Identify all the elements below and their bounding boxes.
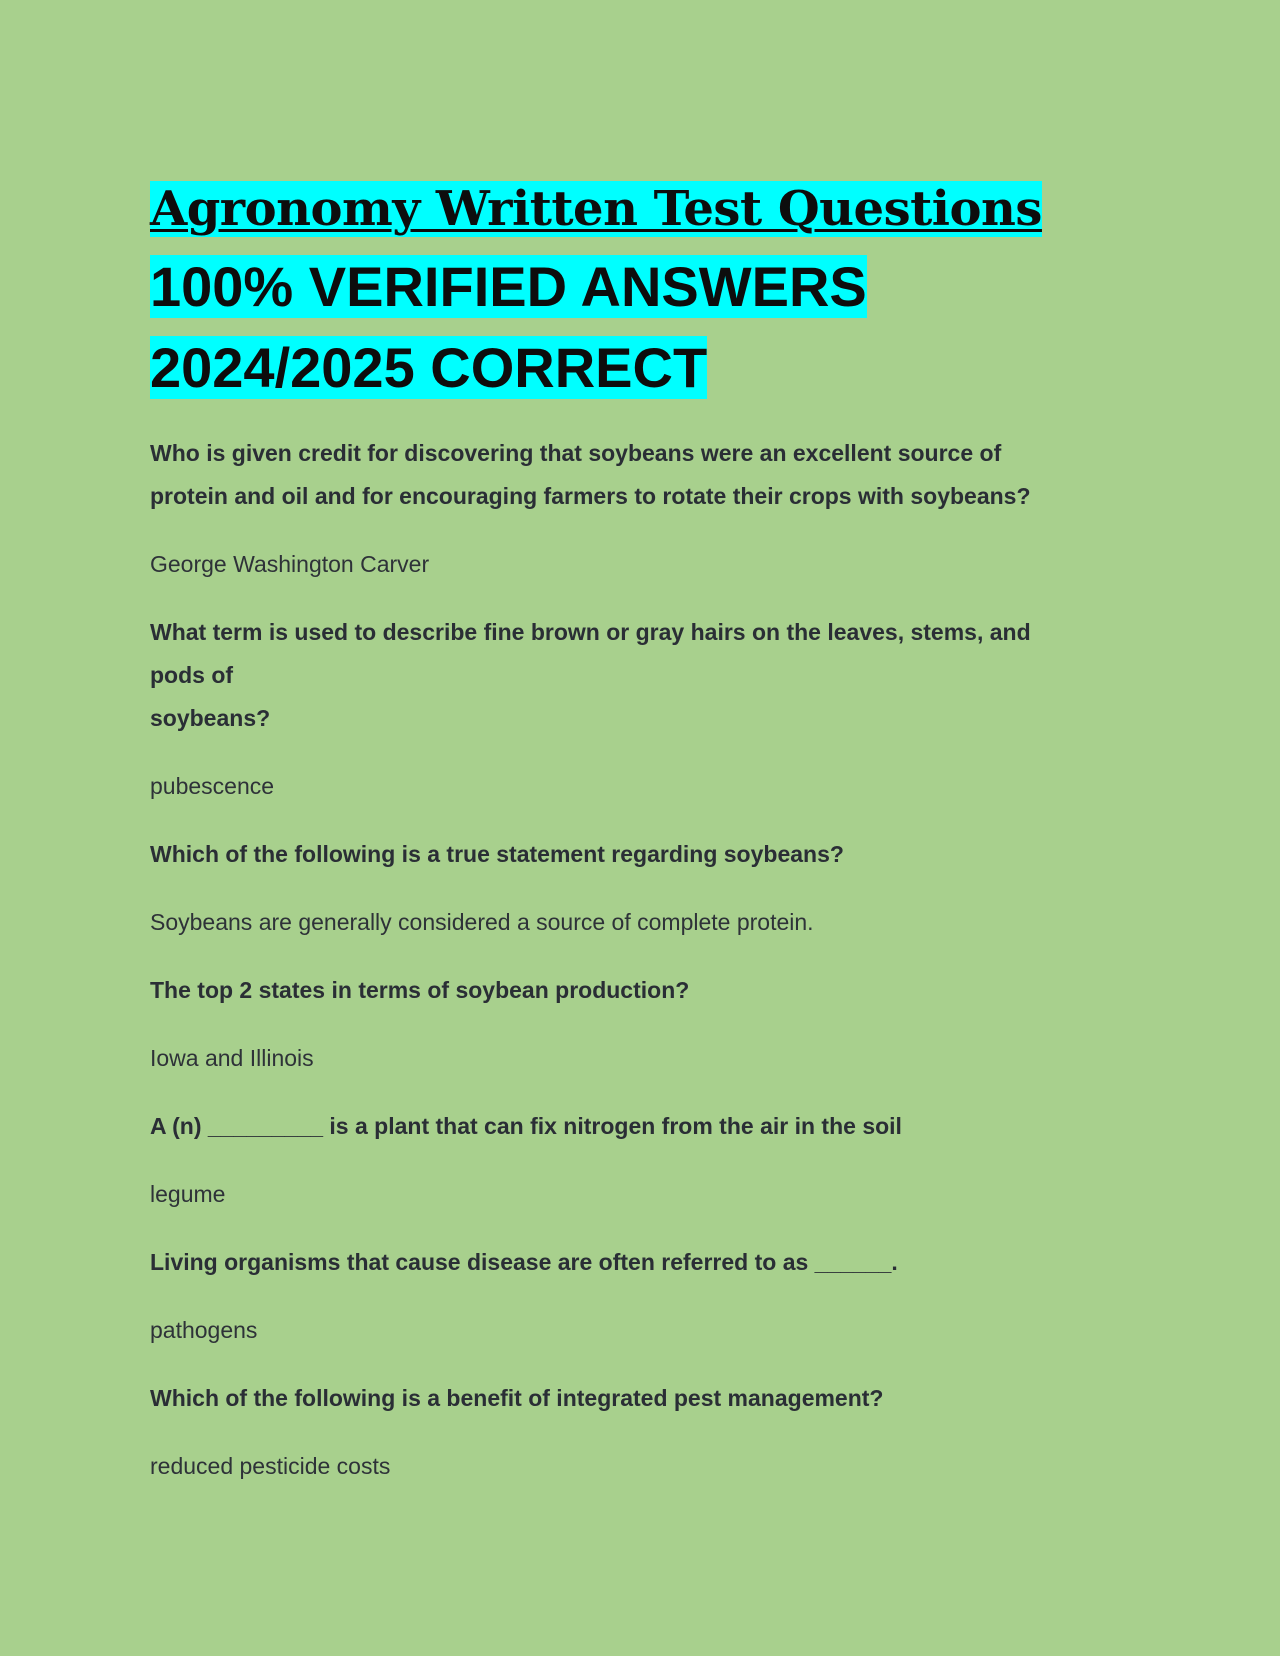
document-title bbox=[150, 176, 1140, 416]
question-5-line-1: A (n) _________ is a plant that can fix nitrogen from the air in the soil bbox=[150, 1113, 902, 1139]
title-line-1: Agronomy Written Test Questions bbox=[150, 181, 1042, 237]
qa-item-7 bbox=[150, 1377, 1140, 1488]
answer-2: pubescence bbox=[150, 773, 275, 799]
qa-item-5 bbox=[150, 1105, 1140, 1216]
title-line-2: 100% VERIFIED ANSWERS bbox=[150, 255, 867, 318]
answer-1: George Washington Carver bbox=[150, 551, 430, 577]
answer-6: pathogens bbox=[150, 1317, 258, 1343]
question-7 bbox=[150, 1377, 1140, 1420]
answer-4: Iowa and Illinois bbox=[150, 1045, 314, 1071]
answer-7: reduced pesticide costs bbox=[150, 1453, 391, 1479]
title-line-3: 2024/2025 CORRECT bbox=[150, 336, 708, 399]
answer-5: legume bbox=[150, 1181, 226, 1207]
qa-item-2 bbox=[150, 611, 1140, 808]
question-4 bbox=[150, 969, 1140, 1012]
question-2 bbox=[150, 611, 1140, 740]
qa-item-1 bbox=[150, 432, 1140, 586]
question-2-line-1: What term is used to describe fine brown or gray hairs on the leaves, stems, and bbox=[150, 619, 1031, 645]
question-6 bbox=[150, 1241, 1140, 1284]
question-3-line-1: Which of the following is a true statement regarding soybeans? bbox=[150, 841, 844, 867]
question-2-line-2: pods of bbox=[150, 662, 234, 688]
question-3 bbox=[150, 833, 1140, 876]
question-6-line-1: Living organisms that cause disease are often referred to as ______. bbox=[150, 1249, 898, 1275]
question-7-line-1: Which of the following is a benefit of integrated pest management? bbox=[150, 1385, 884, 1411]
answer-3: Soybeans are generally considered a source of complete protein. bbox=[150, 909, 814, 935]
question-5 bbox=[150, 1105, 1140, 1148]
question-1 bbox=[150, 432, 1140, 518]
document-page bbox=[150, 176, 1140, 1513]
qa-item-3 bbox=[150, 833, 1140, 944]
question-1-line-1: Who is given credit for discovering that soybeans were an excellent source of bbox=[150, 440, 1002, 466]
question-2-line-3: soybeans? bbox=[150, 705, 271, 731]
qa-item-6 bbox=[150, 1241, 1140, 1352]
qa-item-4 bbox=[150, 969, 1140, 1080]
question-4-line-1: The top 2 states in terms of soybean production? bbox=[150, 977, 690, 1003]
question-1-line-2: protein and oil and for encouraging farmers to rotate their crops with soybeans? bbox=[150, 483, 1031, 509]
